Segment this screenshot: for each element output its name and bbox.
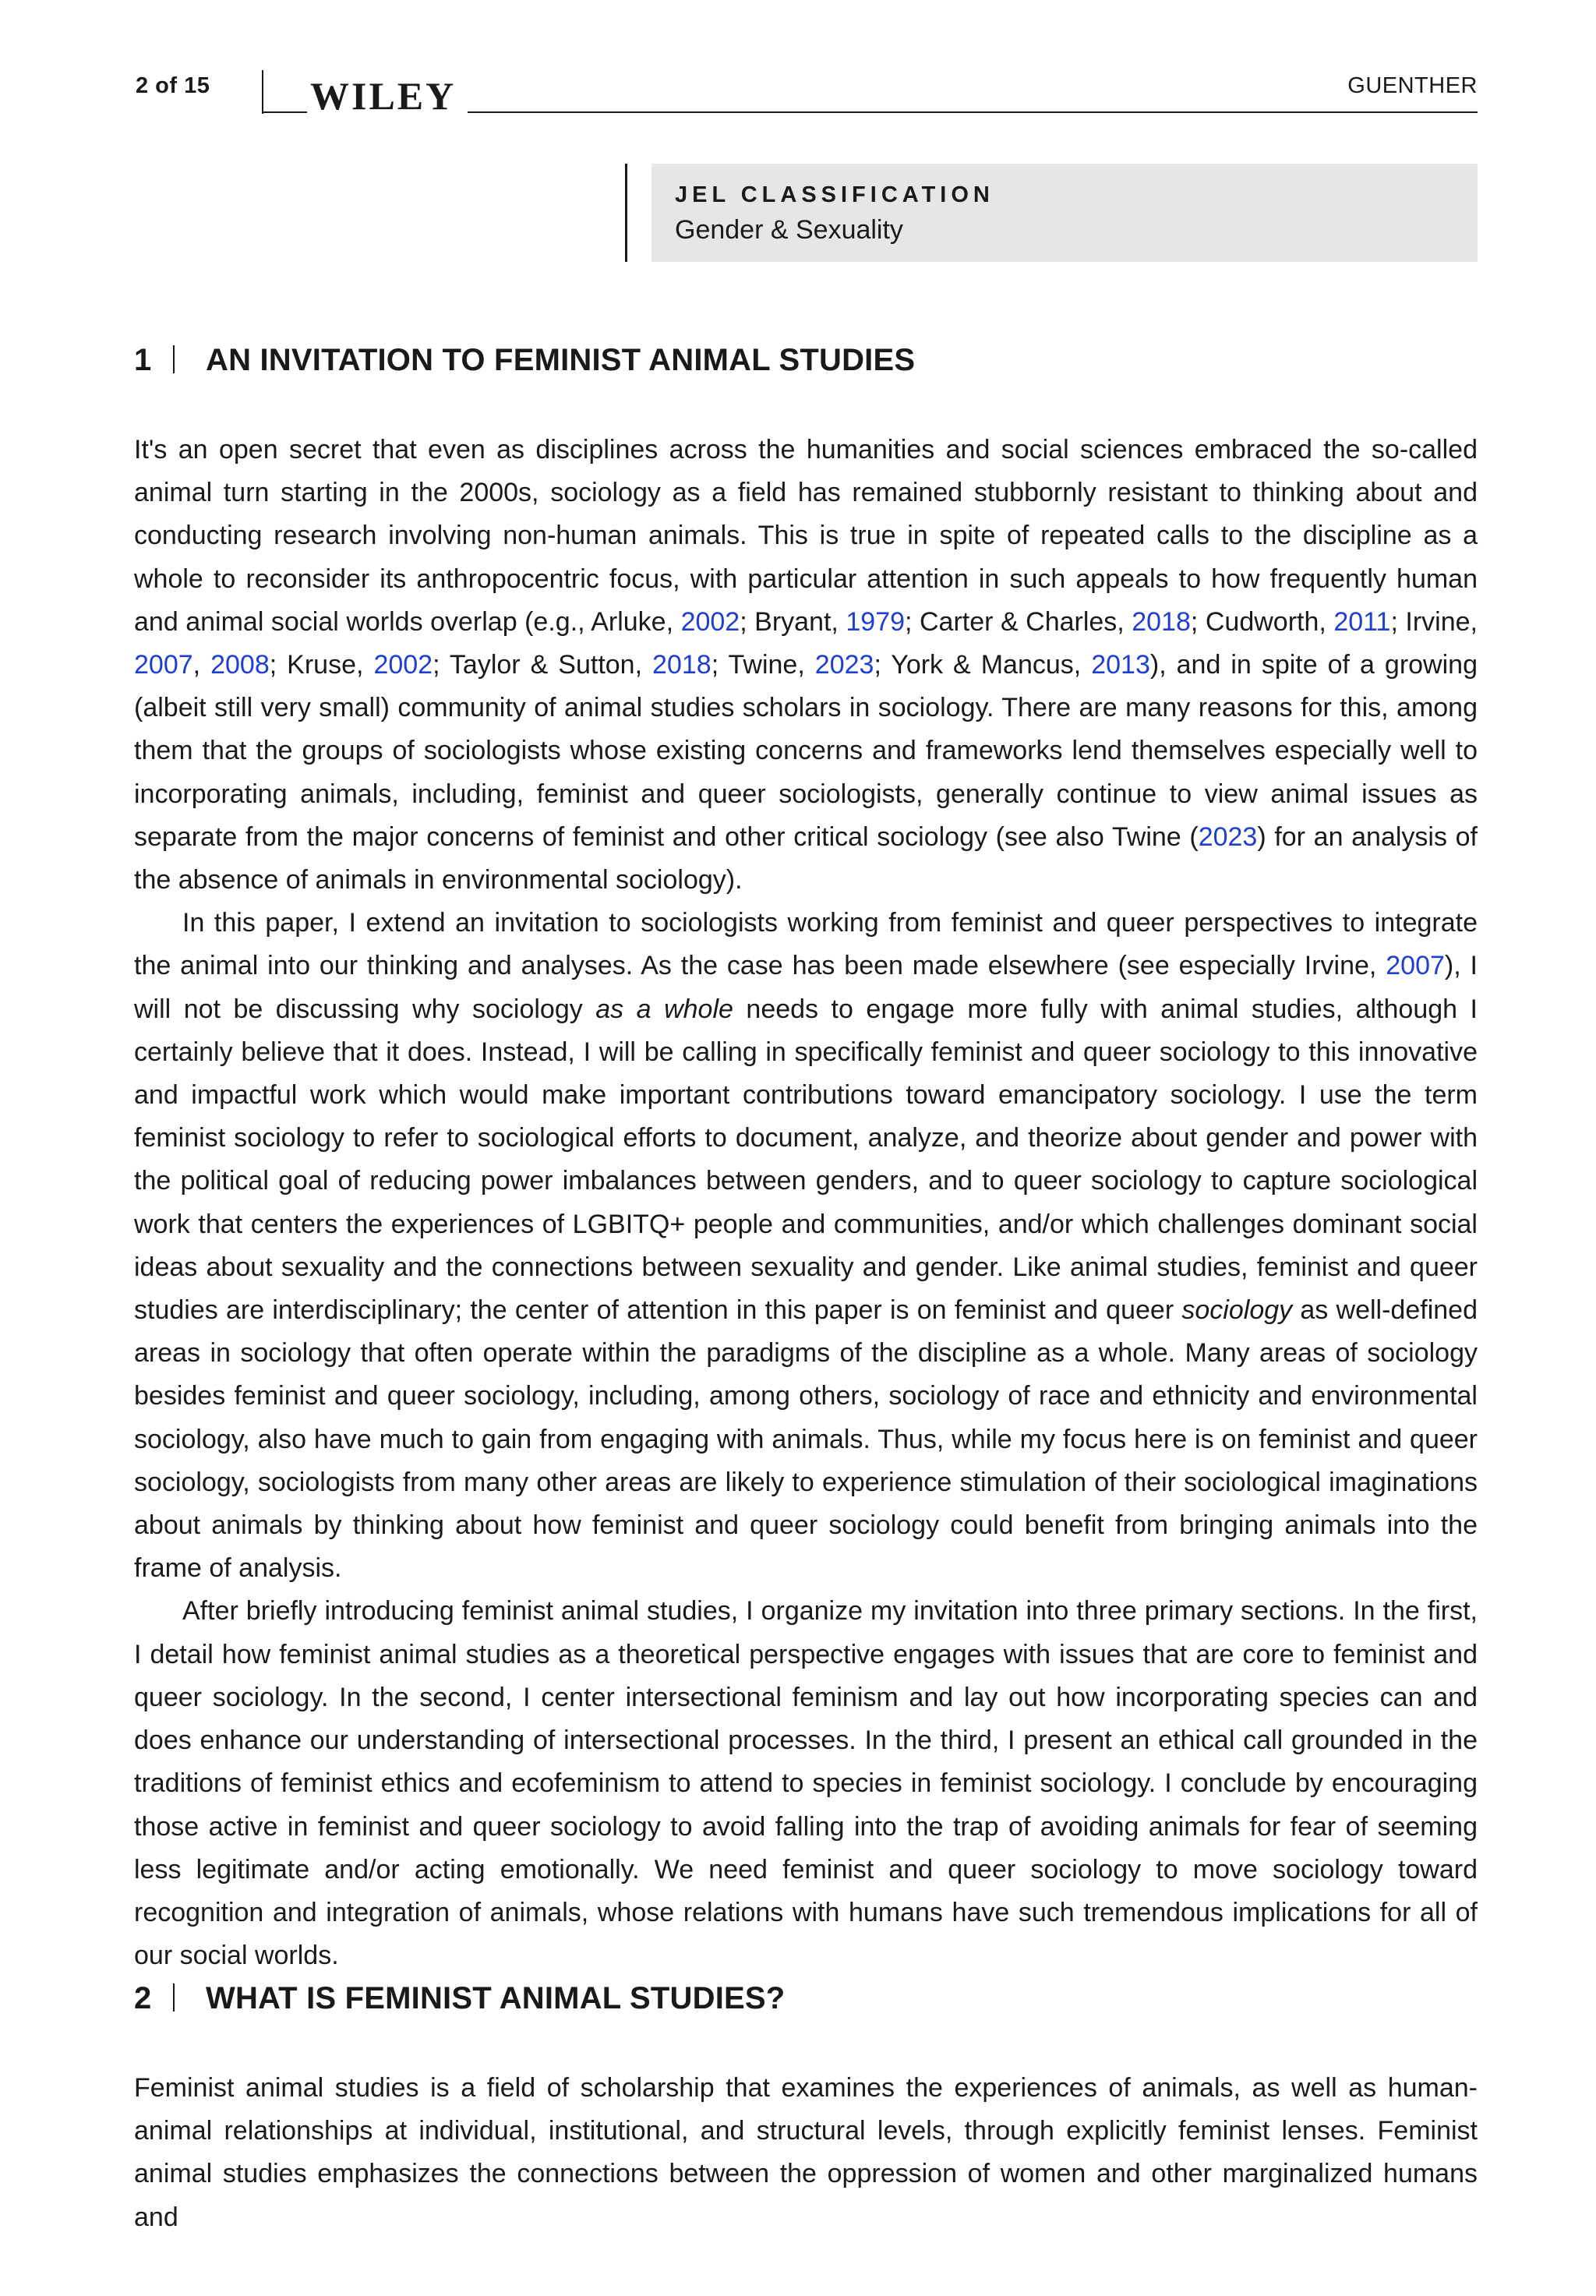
- citation-link[interactable]: 2011: [1333, 606, 1391, 637]
- jel-side-bar: [625, 164, 627, 262]
- running-author: GUENTHER: [1347, 73, 1478, 98]
- header-rule-left: [262, 111, 307, 113]
- citation-link[interactable]: 2023: [814, 650, 874, 680]
- header-rule-right: [468, 111, 1478, 113]
- header-divider: [262, 70, 263, 114]
- section-1-body: [134, 429, 1478, 1977]
- jel-value: Gender & Sexuality: [675, 215, 903, 245]
- paragraph-3: After briefly introducing feminist animal studies, I organize my invitation into three primary sections. In the first, I detail how feminist animal studies as a theoretical perspective engages with issues that are core to feminist and queer sociology. In the second, I center intersectional feminism and lay out how incorporating species can and does enhance our understanding of intersectional processes. In the third, I present an ethical call grounded in the traditions of feminist ethics and ecofeminism to attend to species in feminist sociology. I conclude by encouraging those active in feminist and queer sociology to avoid falling into the trap of avoiding animals for fear of seeming less legitimate and/or acting emotionally. We need feminist and queer sociology to move sociology toward recognition and integration of animals, whose relations with humans have such tremendous implications for all of our social worlds.: [134, 1596, 1478, 1971]
- heading-separator: [173, 1983, 175, 2012]
- citation-link[interactable]: 2007: [1386, 951, 1445, 981]
- citation-link[interactable]: 2002: [680, 606, 740, 637]
- running-header: [134, 67, 1478, 118]
- section-2-body: [134, 2067, 1478, 2239]
- section-1-number: 1: [134, 343, 152, 377]
- citation-link[interactable]: 1979: [846, 606, 906, 637]
- paragraph-2: In this paper, I extend an invitation to sociologists working from feminist and queer perspectives to integrate the animal into our thinking and analyses. As the case has been made elsewhere (see especially Irvine, 2007), I will not be discussing why sociology as a whole needs to engage more fully with animal studies, although I certainly believe that it does. Instead, I will be calling in specifically feminist and queer sociology to this innovative and impactful work which would make important contributions toward emancipatory sociology. I use the term feminist sociology to refer to sociological efforts to document, analyze, and theorize about gender and power with the political goal of reducing power imbalances between genders, and to queer sociology to capture sociological work that centers the experiences of LGBITQ+ people and communities, and/or which challenges dominant social ideas about sexuality and the connections between sexuality and gender. Like animal studies, feminist and queer studies are interdisciplinary; the center of attention in this paper is on feminist and queer sociology as well-defined areas in sociology that often operate within the paradigms of the discipline as a whole. Many areas of sociology besides feminist and queer sociology, including, among others, sociology of race and ethnicity and environmental sociology, also have much to gain from engaging with animals. Thus, while my focus here is on feminist and queer sociology, sociologists from many other areas are likely to experience stimulation of their sociological imaginations about animals by thinking about how feminist and queer sociology could benefit from bringing animals into the frame of analysis.: [134, 908, 1478, 1584]
- section-2-number: 2: [134, 1981, 152, 2015]
- section-2-heading: [134, 1981, 1478, 2016]
- heading-separator: [173, 345, 175, 373]
- citation-link[interactable]: 2018: [1132, 606, 1191, 637]
- section-1-heading: [134, 343, 1478, 378]
- jel-label: JEL CLASSIFICATION: [675, 182, 994, 207]
- section-1-title: AN INVITATION TO FEMINIST ANIMAL STUDIES: [206, 343, 916, 377]
- page-number: 2 of 15: [136, 73, 210, 98]
- citation-link[interactable]: 2007: [134, 650, 193, 680]
- paragraph-1: It's an open secret that even as disciplines across the humanities and social sciences embraced the so-called animal turn starting in the 2000s, sociology as a field has remained stubbornly resistant to thinking about and conducting research involving non-human animals. This is true in spite of repeated calls to the discipline as a whole to reconsider its anthropocentric focus, with particular attention in such appeals to how frequently human and animal social worlds overlap (e.g., Arluke, 2002; Bryant, 1979; Carter & Charles, 2018; Cudworth, 2011; Irvine, 2007, 2008; Kruse, 2002; Taylor & Sutton, 2018; Twine, 2023; York & Mancus, 2013), and in spite of a growing (albeit still very small) community of animal studies scholars in sociology. There are many reasons for this, among them that the groups of sociologists whose existing concerns and frameworks lend themselves especially well to incorporating animals, including, feminist and queer sociologists, generally continue to view animal issues as separate from the major concerns of feminist and other critical sociology (see also Twine (2023) for an analysis of the absence of animals in environmental sociology).: [134, 435, 1478, 895]
- citation-link[interactable]: 2008: [210, 650, 270, 680]
- publisher-logo: WILEY: [310, 74, 457, 118]
- citation-link[interactable]: 2023: [1198, 821, 1258, 852]
- citation-link[interactable]: 2002: [373, 650, 433, 680]
- paragraph-4: Feminist animal studies is a field of scholarship that examines the experiences of animals, as well as human-animal relationships at individual, institutional, and structural levels, through explicitly feminist lenses. Feminist animal studies emphasizes the connections between the oppression of women and other marginalized humans and: [134, 2073, 1478, 2232]
- jel-classification-box: [651, 164, 1478, 262]
- citation-link[interactable]: 2018: [652, 650, 711, 680]
- section-2-title: WHAT IS FEMINIST ANIMAL STUDIES?: [206, 1981, 786, 2015]
- citation-link[interactable]: 2013: [1091, 650, 1150, 680]
